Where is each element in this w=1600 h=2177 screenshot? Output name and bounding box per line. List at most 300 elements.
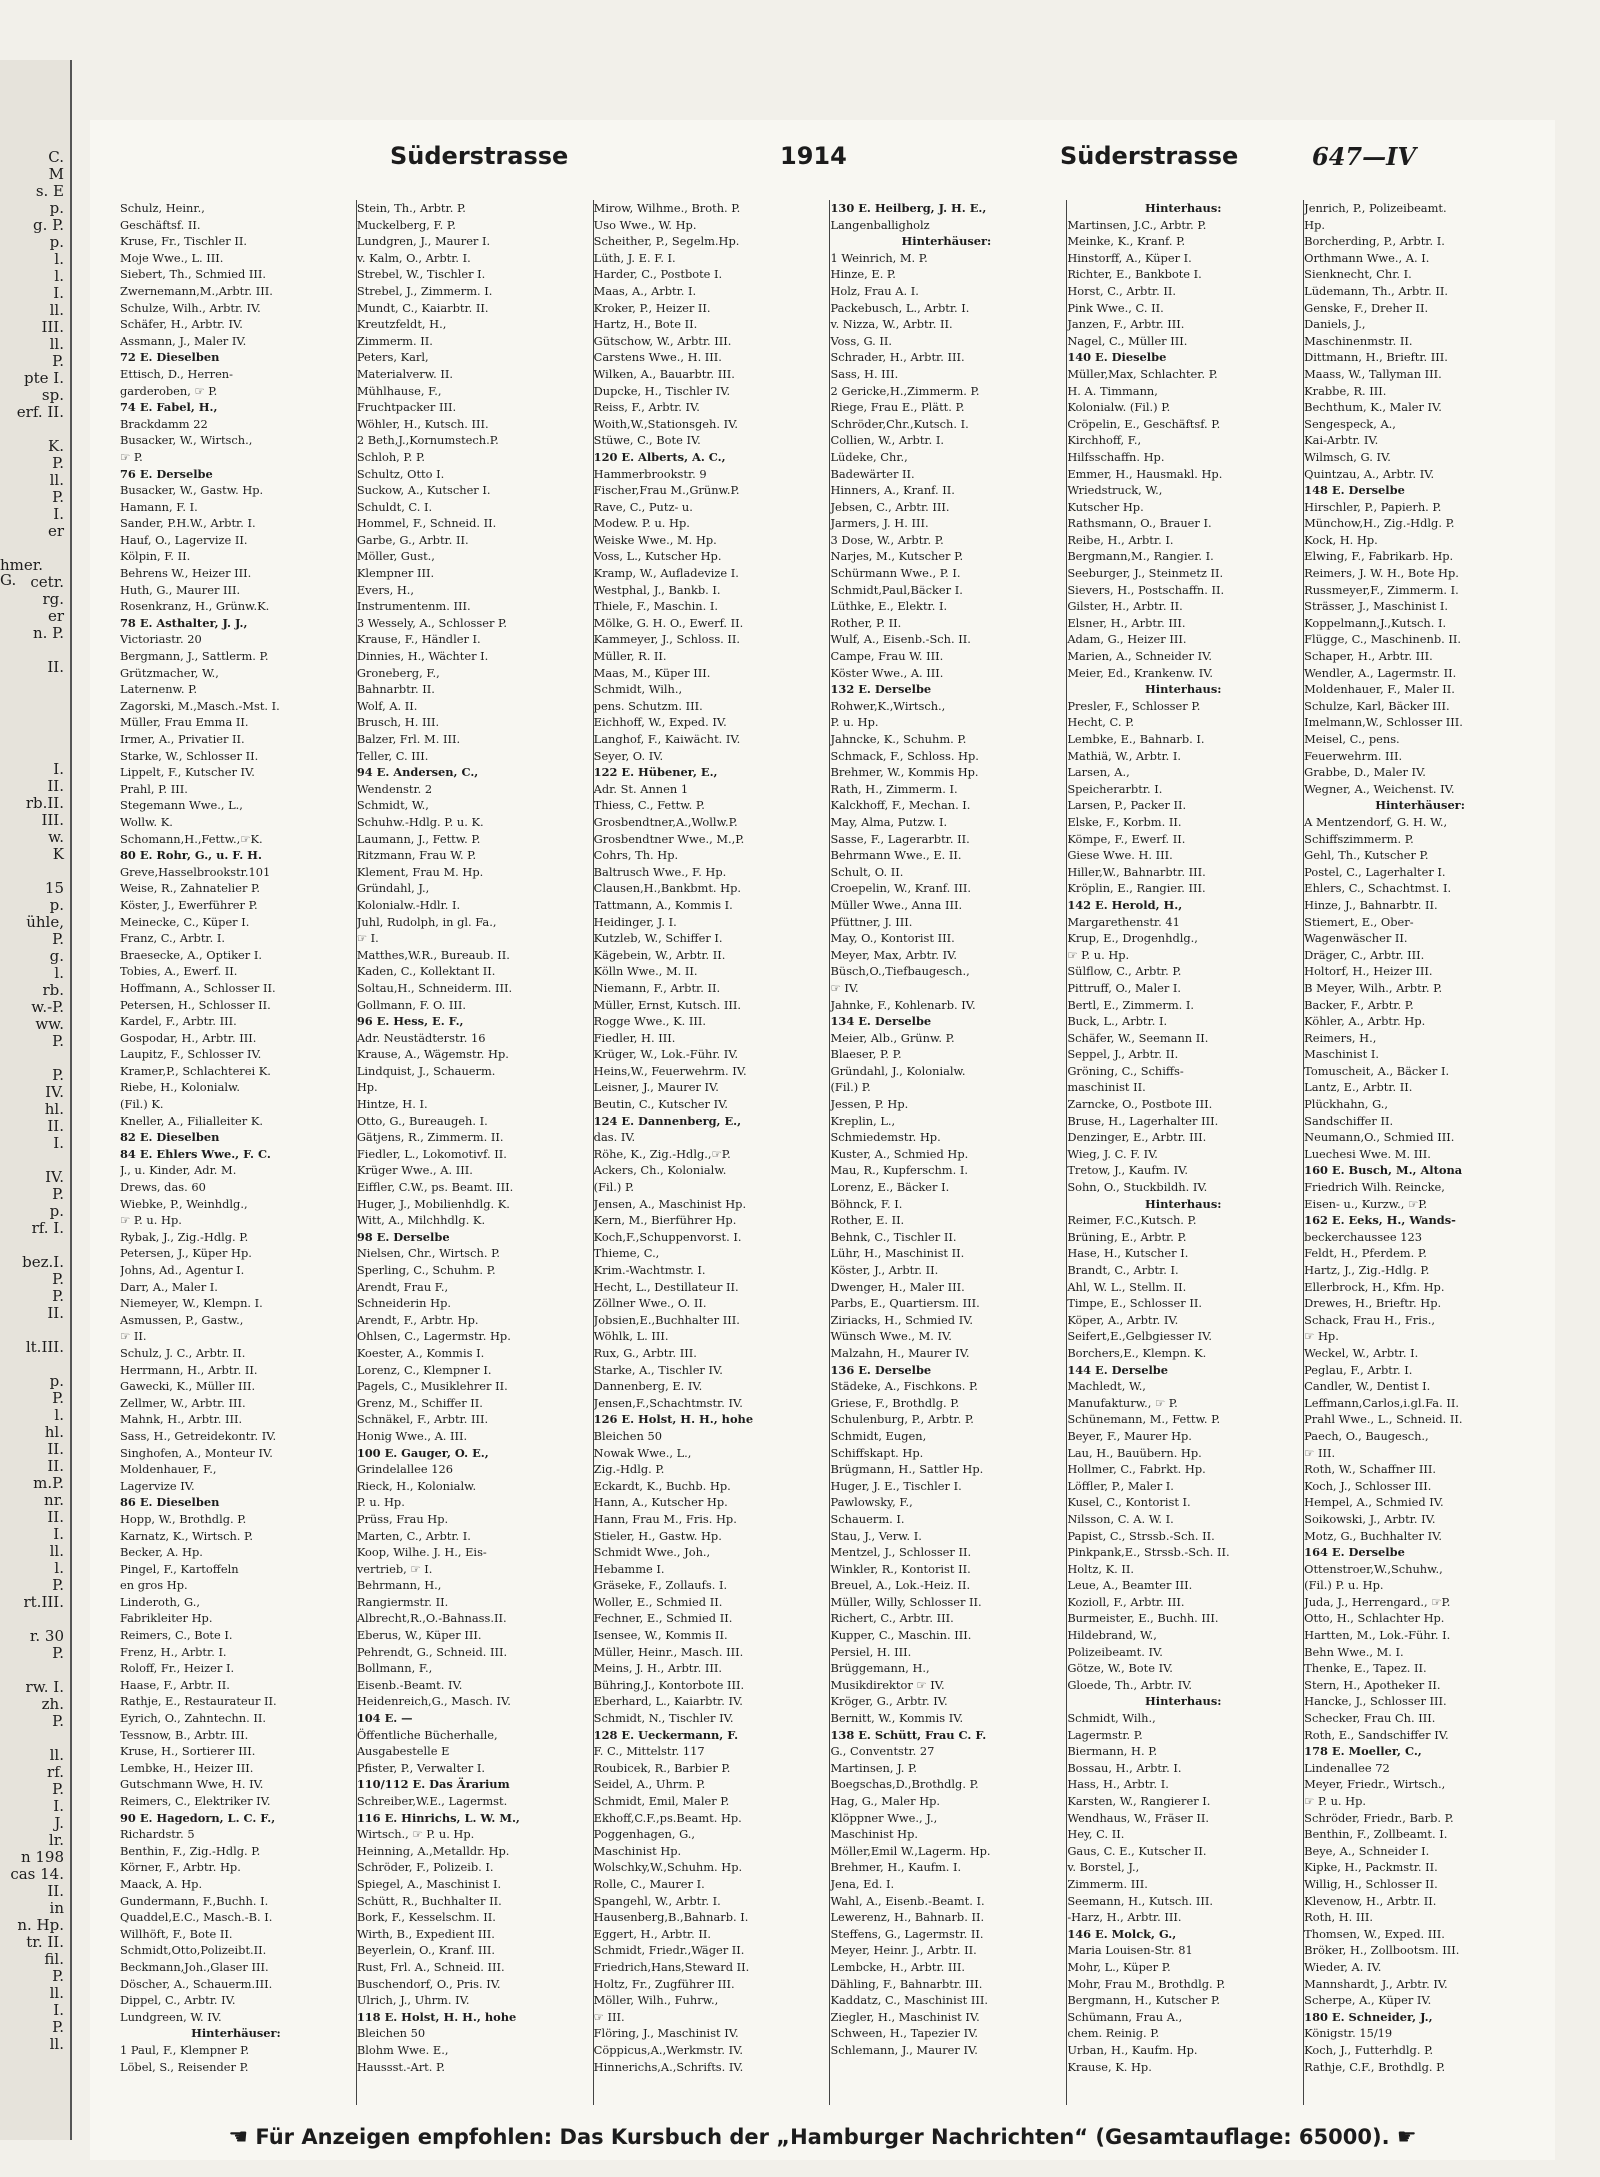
directory-entry: Wolschky,W.,Schuhm. Hp. <box>593 1860 743 1875</box>
directory-entry: Dippel, C., Arbtr. IV. <box>120 1993 236 2008</box>
directory-entry: v. Borstel, J., <box>1067 1860 1140 1875</box>
directory-entry: Presler, F., Schlosser P. <box>1067 698 1201 713</box>
directory-entry: Mölke, G. H. O., Ewerf. II. <box>593 615 744 630</box>
left-page-fragment: s. E <box>35 182 64 200</box>
directory-entry: Herrmann, H., Arbtr. II. <box>120 1362 258 1377</box>
directory-entry: Zwernemann,M.,Arbtr. III. <box>120 283 273 298</box>
directory-entry: Russmeyer,F., Zimmerm. I. <box>1304 582 1459 597</box>
directory-entry: Leffmann,Carlos,i.gl.Fa. II. <box>1304 1395 1459 1410</box>
directory-entry: Motz, G., Buchhalter IV. <box>1304 1528 1442 1543</box>
directory-entry: Schmack, F., Schloss. Hp. <box>830 748 979 763</box>
directory-entry: Modew. P. u. Hp. <box>593 516 690 531</box>
directory-entry: 3 Wessely, A., Schlosser P. <box>356 615 508 630</box>
directory-entry: Brusch, H. III. <box>356 715 440 730</box>
directory-entry: Hammerbrookstr. 9 <box>593 466 707 481</box>
directory-entry: Heins,W., Feuerwehrm. IV. <box>593 1063 747 1078</box>
directory-entry: Sienknecht, Chr. I. <box>1304 267 1412 282</box>
directory-entry: Horst, C., Arbtr. II. <box>1067 283 1176 298</box>
directory-entry: Meins, J. H., Arbtr. III. <box>593 1661 722 1676</box>
directory-entry: 96 E. Hess, E. F., <box>356 1014 464 1029</box>
directory-entry: Hinterhäuser: <box>191 2026 281 2041</box>
directory-entry: Heidinger, J. I. <box>593 914 677 929</box>
left-page-fragment: hl. <box>44 1100 64 1118</box>
directory-entry: 178 E. Moeller, C., <box>1304 1744 1422 1759</box>
directory-entry: Hartz, J., Zig.-Hdlg. P. <box>1304 1263 1430 1277</box>
left-page-fragment: l. <box>54 964 64 982</box>
directory-entry: Schmidt,Paul,Bäcker I. <box>830 582 963 597</box>
directory-entry: Nielsen, Chr., Wirtsch. P. <box>356 1246 501 1261</box>
directory-entry: Holtz, K. II. <box>1067 1561 1134 1576</box>
directory-entry: Marten, C., Arbtr. I. <box>356 1528 471 1543</box>
directory-entry: Prüss, Frau Hp. <box>356 1511 449 1526</box>
directory-entry: Arendt, F., Arbtr. Hp. <box>356 1312 479 1327</box>
directory-entry: Mentzel, J., Schlosser II. <box>830 1545 972 1560</box>
directory-entry: Wendler, A., Lagermstr. II. <box>1304 665 1457 680</box>
directory-entry: Lühr, H., Maschinist II. <box>830 1246 965 1261</box>
left-page-fragment: I. <box>53 760 64 778</box>
directory-entry: Schmidt, Wilh., <box>1067 1711 1156 1726</box>
directory-entry: Lau, H., Bauübern. Hp. <box>1067 1445 1202 1460</box>
directory-entry: Maschinist I. <box>1304 1047 1379 1062</box>
directory-entry: Bertl, E., Zimmerm. I. <box>1067 997 1195 1012</box>
directory-entry: Urban, H., Kaufm. Hp. <box>1067 2042 1198 2057</box>
directory-entry: das. IV. <box>593 1130 636 1145</box>
directory-entry: Köper, A., Arbtr. IV. <box>1067 1312 1179 1327</box>
directory-entry: Wendhaus, W., Fräser II. <box>1067 1810 1209 1825</box>
directory-entry: Quintzau, A., Arbtr. IV. <box>1304 466 1435 481</box>
directory-entry: Schult, O. II. <box>830 864 904 879</box>
directory-entry: Thomsen, W., Exped. III. <box>1304 1926 1445 1941</box>
directory-entry: 104 E. — <box>356 1711 413 1726</box>
left-page-fragment: rb. <box>42 981 64 999</box>
directory-entry: Krause, F., Händler I. <box>356 632 481 647</box>
directory-entry: Röhe, K., Zig.-Hdlg.,☞P. <box>593 1146 731 1161</box>
directory-entry: Ackers, Ch., Kolonialw. <box>593 1163 727 1178</box>
directory-entry: Lippelt, F., Kutscher IV. <box>120 765 255 780</box>
directory-entry: Johns, Ad., Agentur I. <box>120 1263 245 1277</box>
directory-entry: Wirtsch., ☞ P. u. Hp. <box>356 1827 475 1842</box>
directory-entry: Hinterhaus: <box>1145 1694 1222 1709</box>
directory-entry: Gätjens, R., Zimmerm. II. <box>356 1130 504 1145</box>
directory-entry: 1 Paul, F., Klempner P. <box>120 2042 250 2057</box>
directory-entry: (Fil.) P. <box>593 1180 634 1195</box>
directory-entry: Niemann, F., Arbtr. II. <box>593 980 721 995</box>
directory-entry: Hopp, W., Brothdlg. P. <box>120 1511 247 1526</box>
left-page-fragment: p. <box>49 199 64 217</box>
directory-entry: Schäfer, W., Seemann II. <box>1067 1030 1209 1045</box>
directory-entry: Pehrendt, G., Schneid. III. <box>356 1644 508 1659</box>
directory-entry: Quaddel,E.C., Masch.-B. I. <box>120 1910 273 1925</box>
directory-entry: Eckardt, K., Buchb. Hp. <box>593 1478 731 1493</box>
directory-entry: Rux, G., Arbtr. III. <box>593 1345 697 1360</box>
directory-entry: Winkler, R., Kontorist II. <box>830 1561 971 1576</box>
directory-entry: Strebel, J., Zimmerm. I. <box>356 283 493 298</box>
directory-entry: Reiss, F., Arbtr. IV. <box>593 400 700 415</box>
left-page-fragment: P. <box>52 1644 64 1662</box>
directory-entry: Eichhoff, W., Exped. IV. <box>593 715 727 730</box>
directory-entry: Nowak Wwe., L., <box>593 1445 692 1460</box>
directory-entry: Dinnies, H., Wächter I. <box>356 649 489 664</box>
directory-entry: ☞ II. <box>120 1329 147 1344</box>
directory-entry: Hamann, F. I. <box>120 499 198 514</box>
directory-entry: Rosenkranz, H., Grünw.K. <box>120 599 270 614</box>
directory-entry: Postel, C., Lagerhalter I. <box>1304 864 1446 879</box>
directory-entry: Timpe, E., Schlosser II. <box>1067 1296 1202 1311</box>
left-page-fragment: cetr. <box>30 573 64 591</box>
directory-entry: Martinsen, J.C., Arbtr. P. <box>1067 217 1207 232</box>
directory-entry: Lagervize IV. <box>120 1478 195 1493</box>
directory-entry: Rohwer,K.,Wirtsch., <box>830 698 946 713</box>
directory-entry: Gröning, C., Schiffs- <box>1067 1063 1184 1078</box>
left-page-fragment: C. <box>48 148 64 166</box>
directory-entry: Jarmers, J. H. III. <box>830 516 929 531</box>
directory-entry: Hinstorff, A., Küper I. <box>1067 250 1192 265</box>
directory-entry: Rolle, C., Maurer I. <box>593 1876 705 1891</box>
directory-entry: Kröger, G., Arbtr. IV. <box>830 1694 948 1709</box>
directory-entry: Orthmann Wwe., A. I. <box>1304 250 1430 265</box>
column-3 <box>594 200 831 2105</box>
directory-entry: Busacker, W., Gastw. Hp. <box>120 483 264 498</box>
column-2 <box>357 200 594 2105</box>
directory-entry: 162 E. Eeks, H., Wands- <box>1304 1213 1456 1228</box>
left-page-fragment: tr. II. <box>26 1933 64 1951</box>
directory-entry: Manufakturw., ☞ P. <box>1067 1395 1178 1410</box>
directory-entry: Hinze, E. P. <box>830 267 896 282</box>
directory-entry: Krup, E., Drogenhdlg., <box>1067 931 1198 946</box>
directory-entry: 124 E. Dannenberg, E., <box>593 1113 742 1128</box>
directory-entry: Leue, A., Beamter III. <box>1067 1578 1193 1593</box>
directory-entry: Gilster, H., Arbtr. II. <box>1067 599 1183 614</box>
directory-entry: Wieg, J. C. F. IV. <box>1067 1146 1158 1161</box>
directory-entry: Laternenw. P. <box>120 682 198 697</box>
directory-entry: Kölpin, F. II. <box>120 549 191 564</box>
directory-entry: Instrumentenm. III. <box>356 599 471 614</box>
directory-entry: Moje Wwe., L. III. <box>120 250 224 265</box>
directory-entry: Roth, E., Sandschiffer IV. <box>1304 1727 1449 1742</box>
directory-entry: Geschäftsf. II. <box>120 217 201 232</box>
directory-entry: Koppelmann,J.,Kutsch. I. <box>1304 615 1447 630</box>
directory-entry: Hiller,W., Bahnarbtr. III. <box>1067 864 1206 879</box>
left-page-fragment: rw. I. <box>25 1678 64 1696</box>
directory-entry: Gütschow, W., Arbtr. III. <box>593 333 732 348</box>
directory-entry: Lembcke, H., Arbtr. III. <box>830 1959 966 1974</box>
directory-entry: (Fil.) P. <box>830 1080 871 1095</box>
directory-entry: Buck, L., Arbtr. I. <box>1067 1014 1168 1029</box>
directory-entry: 2 Beth,J.,Kornumstech.P. <box>356 433 499 448</box>
directory-entry: Teller, C. III. <box>356 748 429 763</box>
directory-entry: Zellmer, W., Arbtr. III. <box>120 1395 246 1410</box>
directory-entry: Reimer, F.C.,Kutsch. P. <box>1067 1213 1197 1228</box>
directory-entry: Rath, H., Zimmerm. I. <box>830 781 958 796</box>
directory-entry: Schneiderin Hp. <box>356 1296 451 1311</box>
directory-entry: 72 E. Dieselben <box>120 350 220 365</box>
left-page-fragment: cas 14. <box>10 1865 64 1883</box>
directory-entry: Blaeser, P. P. <box>830 1047 902 1062</box>
directory-entry: Sass, H., Getreidekontr. IV. <box>120 1428 277 1443</box>
column-4 <box>830 200 1067 2105</box>
directory-entry: Kusel, C., Kontorist I. <box>1067 1495 1191 1510</box>
left-page-fragment: III. <box>41 811 64 829</box>
directory-entry: Lüth, J. E. F. I. <box>593 250 676 265</box>
directory-entry: ☞ Hp. <box>1304 1329 1339 1344</box>
directory-entry: Jena, Ed. I. <box>830 1876 895 1891</box>
directory-entry: Westphal, J., Bankb. I. <box>593 582 721 597</box>
directory-entry: Maria Louisen-Str. 81 <box>1067 1943 1193 1958</box>
directory-entry: Fabrikleiter Hp. <box>120 1611 213 1626</box>
directory-entry: Hartten, M., Lok.-Führ. I. <box>1304 1628 1451 1643</box>
left-page-fragment: II. <box>47 1457 64 1475</box>
directory-entry: maschinist II. <box>1067 1080 1146 1095</box>
directory-entry: Holtz, Fr., Zugführer III. <box>593 1976 735 1991</box>
directory-entry: Rogge Wwe., K. III. <box>593 1014 706 1029</box>
left-page-fragment: rf. I. <box>31 1219 64 1237</box>
directory-entry: Luechesi Wwe. M. III. <box>1304 1146 1431 1161</box>
pointing-hand-icon: ☚ <box>228 2125 249 2150</box>
directory-entry: Kaddatz, C., Maschinist III. <box>830 1993 988 2008</box>
directory-entry: Brügmann, H., Sattler Hp. <box>830 1462 984 1477</box>
directory-entry: Peters, Karl, <box>356 350 429 365</box>
left-page-fragment: P. <box>52 1287 64 1305</box>
directory-entry: Hecht, C. P. <box>1067 715 1135 730</box>
directory-entry: 90 E. Hagedorn, L. C. F., <box>120 1810 276 1825</box>
directory-entry: Groneberg, F., <box>356 665 440 680</box>
directory-entry: Hintze, H. I. <box>356 1097 428 1112</box>
left-page-fragment: w. <box>48 828 64 846</box>
directory-entry: Hirschler, P., Papierh. P. <box>1304 499 1442 514</box>
directory-entry: Löbel, S., Reisender P. <box>120 2059 249 2074</box>
directory-entry: Pawlowsky, F., <box>830 1495 913 1510</box>
directory-entry: Hp. <box>1304 217 1325 232</box>
left-page-fragment: g. P. <box>33 216 64 234</box>
directory-entry: Seyer, O. IV. <box>593 748 664 763</box>
directory-entry: Imelmann,W., Schlosser III. <box>1304 715 1463 730</box>
left-page-fragment: ll. <box>49 1746 64 1764</box>
left-page-fragment: nr. <box>44 1491 64 1509</box>
directory-entry: Lüthke, E., Elektr. I. <box>830 599 948 614</box>
directory-entry: Braesecke, A., Optiker I. <box>120 947 262 962</box>
directory-entry: ☞ I. <box>356 931 379 946</box>
directory-entry: Materialverw. II. <box>356 366 454 381</box>
directory-entry: Eiffler, C.W., ps. Beamt. III. <box>356 1180 514 1195</box>
directory-entry: Hauf, O., Lagervize II. <box>120 532 248 547</box>
left-page-fragment: I. <box>53 1525 64 1543</box>
directory-entry: Schmiedemstr. Hp. <box>830 1130 941 1145</box>
left-page-fragment: l. <box>54 267 64 285</box>
directory-entry: Holz, Frau A. I. <box>830 283 919 298</box>
directory-entry: Zimmerm. II. <box>356 333 433 348</box>
directory-entry: Rother, E. II. <box>830 1213 905 1228</box>
directory-entry: Kömpe, F., Ewerf. II. <box>1067 831 1186 846</box>
directory-entry: Körner, F., Arbtr. Hp. <box>120 1860 241 1875</box>
directory-entry: Schrader, H., Arbtr. III. <box>830 350 965 365</box>
directory-entry: Lüdeke, Chr., <box>830 449 908 464</box>
directory-entry: Mühlhause, F., <box>356 383 442 398</box>
directory-entry: Möller, Gust., <box>356 549 435 564</box>
directory-entry: Mahnk, H., Arbtr. III. <box>120 1412 243 1427</box>
directory-entry: Wöhlk, L. III. <box>593 1329 669 1344</box>
left-page-fragment: n. P. <box>32 624 64 642</box>
left-page-fragment: P. <box>52 930 64 948</box>
directory-entry: Hass, H., Arbtr. I. <box>1067 1777 1169 1792</box>
directory-entry: en gros Hp. <box>120 1578 188 1593</box>
directory-entry: Büsch,O.,Tiefbaugesch., <box>830 964 970 979</box>
directory-entry: 82 E. Dieselben <box>120 1130 220 1145</box>
directory-entry: Brehmer, W., Kommis Hp. <box>830 765 979 780</box>
directory-entry: Reimers, H., <box>1304 1030 1377 1045</box>
directory-entry: Polizeibeamt. IV. <box>1067 1644 1163 1659</box>
directory-entry: Juhl, Rudolph, in gl. Fa., <box>356 914 497 929</box>
directory-entry: Plückhahn, G., <box>1304 1097 1389 1112</box>
directory-entry: Lewerenz, H., Bahnarb. II. <box>830 1910 985 1925</box>
directory-entry: Kolonialw.-Hdlr. I. <box>356 897 461 912</box>
directory-entry: Linderoth, G., <box>120 1594 200 1609</box>
directory-entry: Köster Wwe., A. III. <box>830 665 944 680</box>
directory-entry: Schünemann, M., Fettw. P. <box>1067 1412 1221 1427</box>
directory-entry: Siebert, Th., Schmied III. <box>120 267 267 282</box>
directory-entry: Krüger, W., Lok.-Führ. IV. <box>593 1047 739 1062</box>
directory-entry: 122 E. Hübener, E., <box>593 765 718 780</box>
directory-entry: Malzahn, H., Maurer IV. <box>830 1345 970 1360</box>
directory-entry: Grenz, M., Schiffer II. <box>356 1395 483 1410</box>
left-page-fragment: r. 30 <box>29 1627 64 1645</box>
directory-entry: Brüggemann, H., <box>830 1661 930 1676</box>
directory-entry: Sievers, H., Postschaffn. II. <box>1067 582 1225 597</box>
directory-entry: Petersen, J., Küper Hp. <box>120 1246 252 1261</box>
left-page-fragment: l. <box>54 1406 64 1424</box>
directory-entry: Adr. St. Annen 1 <box>593 781 689 796</box>
directory-entry: Koop, Wilhe. J. H., Eis- <box>356 1545 487 1560</box>
directory-entry: Heidenreich,G., Masch. IV. <box>356 1694 511 1709</box>
directory-entry: Albrecht,R.,O.-Bahnass.II. <box>356 1611 507 1626</box>
directory-entry: 128 E. Ueckermann, F. <box>593 1727 739 1742</box>
directory-entry: Griese, F., Brothdlg. P. <box>830 1395 960 1410</box>
directory-entry: Schlemann, J., Maurer IV. <box>830 2042 978 2057</box>
directory-entry: Franz, C., Arbtr. I. <box>120 931 225 946</box>
directory-entry: Mundt, C., Kaiarbtr. II. <box>356 300 489 315</box>
directory-entry: Müller, R. II. <box>593 649 667 664</box>
directory-entry: Lindquist, J., Schauerm. <box>356 1063 496 1078</box>
directory-entry: Maschinist Hp. <box>593 1843 682 1858</box>
directory-entry: Behrens W., Heizer III. <box>120 566 252 581</box>
directory-entry: Denzinger, E., Arbtr. III. <box>1067 1130 1207 1145</box>
directory-entry: Schreiber,W.E., Lagermst. <box>356 1794 508 1808</box>
directory-entry: Beye, A., Schneider I. <box>1304 1843 1430 1858</box>
left-page-fragment: P. <box>52 1032 64 1050</box>
pointing-hand-icon: ☛ <box>1396 2125 1417 2150</box>
directory-entry: Bernitt, W., Kommis IV. <box>830 1711 964 1726</box>
directory-entry: Pink Wwe., C. II. <box>1067 300 1164 315</box>
directory-entry: Kaden, C., Kollektant II. <box>356 964 496 979</box>
directory-entry: Hag, G., Maler Hp. <box>830 1794 941 1808</box>
left-page-fragment: rt.III. <box>23 1593 64 1611</box>
directory-entry: Musikdirektor ☞ IV. <box>830 1677 945 1692</box>
directory-entry: Prahl Wwe., L., Schneid. II. <box>1304 1412 1463 1427</box>
directory-entry: Kozioll, F., Arbtr. III. <box>1067 1594 1185 1609</box>
directory-entry: Sohn, O., Stuckbildh. IV. <box>1067 1180 1208 1195</box>
directory-entry: A Mentzendorf, G. H. W., <box>1304 814 1448 829</box>
directory-entry: Bahnarbtr. II. <box>356 682 435 697</box>
directory-entry: Marien, A., Schneider IV. <box>1067 649 1212 664</box>
directory-entry: ☞ IV. <box>830 980 859 995</box>
directory-entry: Fischer,Frau M.,Grünw.P. <box>593 483 740 498</box>
directory-entry: Mirow, Wilhme., Broth. P. <box>593 201 741 215</box>
directory-entry: Schümann, Frau A., <box>1067 2009 1183 2024</box>
directory-entry: P. u. Hp. <box>356 1495 405 1510</box>
directory-entry: Grabbe, D., Maler IV. <box>1304 765 1426 780</box>
directory-entry: 126 E. Holst, H. H., hohe <box>593 1412 754 1427</box>
directory-entry: Rave, C., Putz- u. <box>593 499 693 514</box>
directory-entry: Rathsmann, O., Brauer I. <box>1067 516 1212 531</box>
left-page-fragment: n 198 <box>20 1848 64 1866</box>
directory-entry: Kuster, A., Schmied Hp. <box>830 1146 969 1161</box>
directory-entry: Honig Wwe., A. III. <box>356 1428 468 1443</box>
directory-entry: Schuhw.-Hdlg. P. u. K. <box>356 814 484 829</box>
left-page-fragment: ll. <box>49 1984 64 2002</box>
directory-entry: Juda, J., Herrengard., ☞P. <box>1304 1594 1451 1609</box>
directory-entry: F. C., Mittelstr. 117 <box>593 1744 705 1759</box>
directory-entry: Ottenstroer,W.,Schuhw., <box>1304 1561 1443 1576</box>
directory-entry: Kutzleb, W., Schiffer I. <box>593 931 723 946</box>
directory-entry: -Harz, H., Arbtr. III. <box>1067 1910 1182 1925</box>
directory-entry: Otto, H., Schlachter Hp. <box>1304 1611 1445 1626</box>
directory-entry: Isensee, W., Kommis II. <box>593 1628 728 1643</box>
directory-entry: Hausenberg,B.,Bahnarb. I. <box>593 1910 749 1925</box>
left-page-fragment: I. <box>53 2001 64 2019</box>
directory-entry: Moldenhauer, F., <box>120 1462 217 1477</box>
directory-entry: Wagenwäscher II. <box>1304 931 1408 946</box>
directory-entry: Königstr. 15/19 <box>1304 2026 1393 2041</box>
directory-entry: Löffler, P., Maler I. <box>1067 1478 1174 1493</box>
directory-entry: Niemeyer, W., Klempn. I. <box>120 1296 263 1311</box>
directory-entry: Genske, F., Dreher II. <box>1304 300 1429 315</box>
directory-entry: Pfister, P., Verwalter I. <box>356 1760 485 1775</box>
directory-entry: Bollmann, F., <box>356 1661 433 1676</box>
directory-entry: Mathiä, W., Arbtr. I. <box>1067 748 1182 763</box>
left-page-fragment: II. <box>47 1882 64 1900</box>
directory-entry: Müller,Max, Schlachter. P. <box>1067 366 1218 381</box>
directory-entry: Ahl, W. L., Stellm. II. <box>1067 1279 1187 1294</box>
directory-entry: Moldenhauer, F., Maler II. <box>1304 682 1455 697</box>
directory-entry: Pagels, C., Musiklehrer II. <box>356 1379 508 1394</box>
directory-entry: Borcherding, P., Arbtr. I. <box>1304 234 1445 249</box>
directory-entry: Voss, G. II. <box>830 333 893 348</box>
directory-entry: Ziegler, H., Maschinist IV. <box>830 2009 980 2024</box>
directory-entry: Dähling, F., Bahnarbtr. III. <box>830 1976 983 1991</box>
directory-entry: Meyer, Heinr. J., Arbtr. II. <box>830 1943 977 1958</box>
directory-entry: 110/112 E. Das Ärarium <box>356 1777 510 1792</box>
header-street-right: Süderstrasse <box>1060 142 1239 170</box>
directory-entry: Behrmann, H., <box>356 1578 442 1593</box>
directory-entry: Blohm Wwe. E., <box>356 2042 449 2057</box>
directory-entry: Wulf, A., Eisenb.-Sch. II. <box>830 632 971 647</box>
directory-entry: Kutscher Hp. <box>1067 499 1144 514</box>
directory-entry: Tessnow, B., Arbtr. III. <box>120 1727 249 1742</box>
directory-entry: 136 E. Derselbe <box>830 1362 932 1377</box>
directory-entry: Hinterhaus: <box>1145 1196 1222 1211</box>
directory-entry: Nilsson, C. A. W. I. <box>1067 1511 1174 1526</box>
directory-entry: Benthin, F., Zollbeamt. I. <box>1304 1827 1448 1842</box>
left-page-fragment: P. <box>52 1185 64 1203</box>
directory-entry: ☞ III. <box>593 2009 625 2024</box>
directory-entry: v. Kalm, O., Arbtr. I. <box>356 250 471 265</box>
directory-entry: Kruse, Fr., Tischler II. <box>120 234 247 249</box>
left-page-fragment: n. Hp. <box>17 1916 64 1934</box>
left-page-fragment: J. <box>54 1814 64 1832</box>
directory-entry: Stegemann Wwe., L., <box>120 798 243 813</box>
directory-entry: Mohr, L., Küper P. <box>1067 1959 1171 1974</box>
directory-entry: Biermann, H. P. <box>1067 1744 1158 1759</box>
directory-entry: Benthin, F., Zig.-Hdlg. P. <box>120 1843 261 1858</box>
